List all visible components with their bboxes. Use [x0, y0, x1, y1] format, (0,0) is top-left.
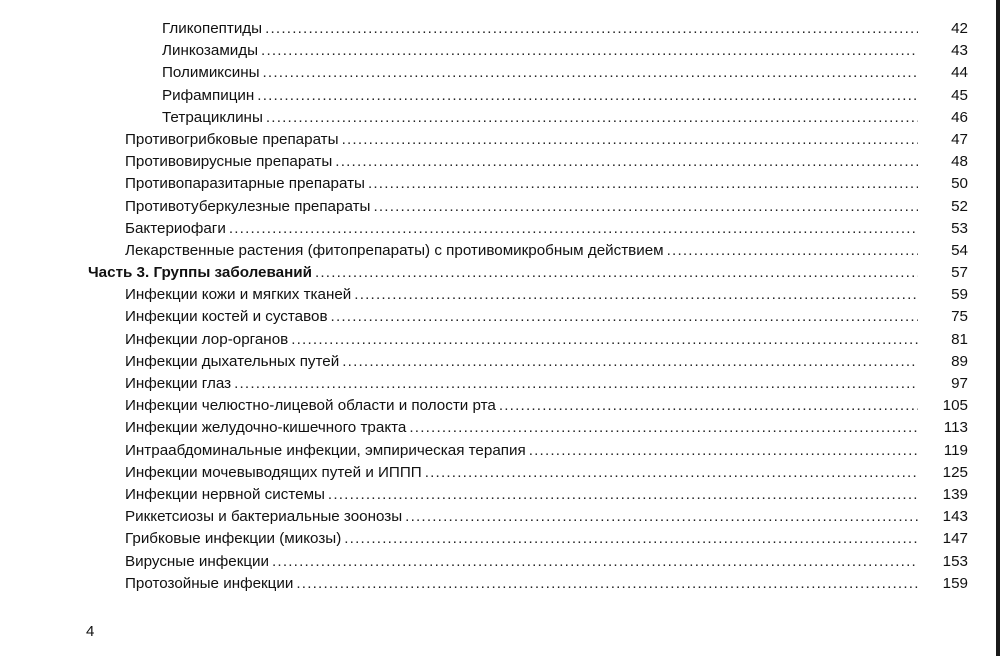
- dot-leader: [315, 262, 918, 284]
- page-number: 4: [86, 623, 95, 640]
- toc-entry-title: Противовирусные препараты: [125, 153, 333, 171]
- dot-leader: [257, 85, 918, 107]
- toc-entry-title: Линкозамиды: [162, 42, 259, 60]
- toc-entry: [0, 218, 1000, 240]
- toc-entry-page: 105: [942, 397, 968, 415]
- toc-entry-title: Тетрациклины: [162, 108, 263, 126]
- dot-leader: [335, 151, 918, 173]
- toc-entry-page: 143: [942, 508, 968, 526]
- toc-entry-page: 50: [951, 175, 968, 193]
- toc-entry-title: Грибковые инфекции (микозы): [125, 530, 342, 548]
- table-of-contents: [0, 18, 1000, 595]
- toc-entry: [0, 18, 1000, 40]
- toc-entry-title: Инфекции глаз: [125, 375, 232, 392]
- toc-entry: [0, 306, 1000, 328]
- dot-leader: [234, 373, 918, 395]
- toc-entry-page: 47: [951, 130, 968, 148]
- toc-entry-page: 159: [942, 574, 968, 592]
- toc-entry-page: 89: [951, 352, 968, 370]
- toc-entry-page: 57: [951, 264, 968, 282]
- toc-entry-page: 153: [942, 552, 968, 570]
- toc-entry: [0, 284, 1000, 306]
- toc-entry: [0, 196, 1000, 218]
- toc-entry-title: Инфекции нервной системы: [125, 485, 325, 503]
- toc-entry: [0, 573, 1000, 595]
- toc-entry-title: Противотуберкулезные препараты: [125, 197, 371, 215]
- toc-entry-page: 113: [943, 419, 968, 437]
- toc-entry: [0, 506, 1000, 528]
- toc-entry-page: 48: [951, 153, 968, 171]
- toc-entry: [0, 351, 1000, 373]
- toc-entry-page: 42: [951, 20, 968, 37]
- dot-leader: [272, 551, 918, 573]
- dot-leader: [229, 218, 918, 240]
- toc-entry-title: Интраабдоминальные инфекции, эмпирическая терапия: [125, 441, 526, 459]
- toc-entry-page: 59: [951, 286, 968, 304]
- dot-leader: [261, 40, 918, 62]
- toc-entry-title: Инфекции дыхательных путей: [125, 352, 340, 370]
- toc-entry-title: Полимиксины: [162, 64, 260, 82]
- dot-leader: [409, 417, 918, 439]
- toc-entry: [0, 462, 1000, 484]
- toc-entry-title: Лекарственные растения (фитопрепараты) с противомикробным действием: [125, 241, 664, 259]
- dot-leader: [291, 329, 918, 351]
- dot-leader: [405, 506, 918, 528]
- dot-leader: [342, 129, 918, 151]
- toc-entry-title: Инфекции челюстно-лицевой области и полости рта: [125, 397, 496, 415]
- toc-entry: [0, 40, 1000, 62]
- toc-entry: [0, 417, 1000, 439]
- toc-entry-title: Инфекции лор-органов: [125, 330, 289, 348]
- dot-leader: [344, 528, 918, 550]
- dot-leader: [499, 395, 918, 417]
- dot-leader: [331, 306, 918, 328]
- toc-entry: [0, 440, 1000, 462]
- toc-entry-title: Инфекции кожи и мягких тканей: [125, 286, 352, 304]
- dot-leader: [266, 107, 918, 129]
- toc-entry-title: Часть 3. Группы заболеваний: [88, 264, 312, 282]
- toc-entry-title: Рифампицин: [162, 86, 255, 104]
- toc-entry-title: Инфекции костей и суставов: [125, 308, 328, 326]
- toc-entry: [0, 373, 1000, 395]
- dot-leader: [368, 173, 918, 195]
- toc-entry-title: Противопаразитарные препараты: [125, 175, 365, 193]
- toc-entry-title: Гликопептиды: [162, 20, 263, 37]
- toc-entry-page: 81: [951, 330, 968, 348]
- toc-entry-page: 46: [951, 108, 968, 126]
- dot-leader: [328, 484, 918, 506]
- toc-entry: [0, 62, 1000, 84]
- dot-leader: [354, 284, 918, 306]
- toc-entry-page: 139: [942, 485, 968, 503]
- dot-leader: [425, 462, 918, 484]
- toc-entry: [0, 484, 1000, 506]
- toc-entry-page: 54: [951, 241, 968, 259]
- toc-entry: [0, 85, 1000, 107]
- dot-leader: [263, 62, 919, 84]
- toc-entry-title: Инфекции желудочно-кишечного тракта: [125, 419, 407, 437]
- toc-entry-page: 53: [951, 219, 968, 237]
- toc-entry-page: 97: [951, 375, 968, 392]
- toc-entry-title: Противогрибковые препараты: [125, 130, 339, 148]
- toc-entry-title: Риккетсиозы и бактериальные зоонозы: [125, 508, 403, 526]
- dot-leader: [667, 240, 918, 262]
- toc-entry: [0, 528, 1000, 550]
- toc-entry-page: 119: [943, 441, 968, 459]
- toc-entry-title: Протозойные инфекции: [125, 574, 294, 592]
- toc-entry-page: 75: [951, 308, 968, 326]
- toc-entry-title: Инфекции мочевыводящих путей и ИППП: [125, 463, 422, 481]
- dot-leader: [265, 18, 918, 40]
- toc-entry-title: Вирусные инфекции: [125, 552, 269, 570]
- dot-leader: [529, 440, 918, 462]
- toc-entry: [0, 129, 1000, 151]
- toc-entry-page: 45: [951, 86, 968, 104]
- toc-entry: [0, 395, 1000, 417]
- toc-entry-page: 52: [951, 197, 968, 215]
- toc-entry: [0, 240, 1000, 262]
- dot-leader: [342, 351, 918, 373]
- toc-entry-page: 147: [942, 530, 968, 548]
- toc-entry: [0, 151, 1000, 173]
- toc-entry: [0, 262, 1000, 284]
- toc-entry: [0, 329, 1000, 351]
- dot-leader: [373, 196, 918, 218]
- toc-entry: [0, 551, 1000, 573]
- toc-entry-page: 125: [942, 463, 968, 481]
- toc-entry: [0, 173, 1000, 195]
- dot-leader: [296, 573, 918, 595]
- toc-entry-page: 44: [951, 64, 968, 82]
- toc-entry-page: 43: [951, 42, 968, 60]
- toc-entry: [0, 107, 1000, 129]
- toc-entry-title: Бактериофаги: [125, 219, 226, 237]
